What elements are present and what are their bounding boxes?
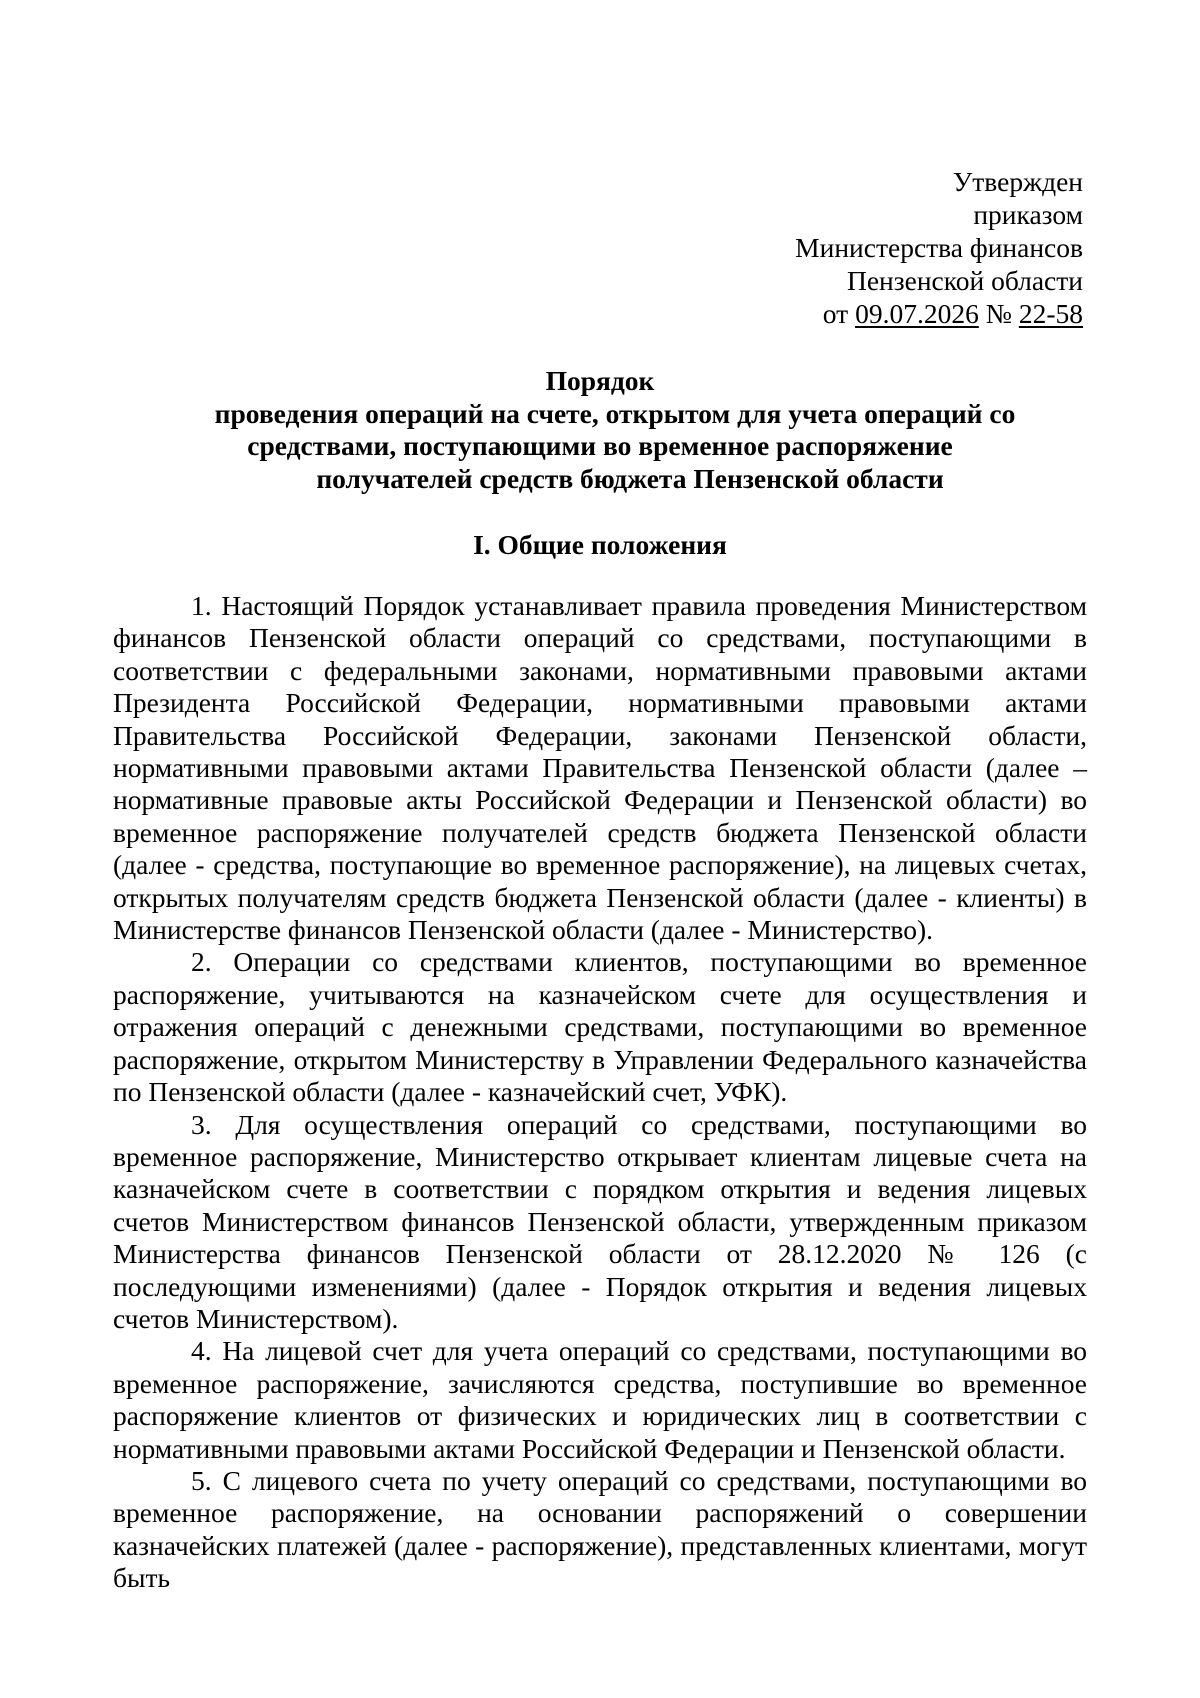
title-line-2: проведения операций на счете, открытом для учета операций со — [214, 397, 1016, 429]
paragraph-4: 4. На лицевой счет для учета операций со средствами, поступающими во временное распоряжение, зачисляются средства, поступившие во временное распоряжение клиентов от физических и юридических лиц в соответствии с нормативными правовыми актами Российской Федерации и Пензенской области. — [113, 1335, 1087, 1464]
approval-stamp — [795, 165, 1083, 330]
approval-date-prefix: от — [822, 298, 856, 329]
approval-number-prefix: № — [978, 298, 1019, 329]
paragraph-2: 2. Операции со средствами клиентов, поступающими во временное распоряжение, учитываются на казначейском счете для осуществления и отражения операций с денежными средствами, поступающими во временное распоряжение, открытом Министерству в Управлении Федерального казначейства по Пензенской области (далее - казначейский счет, УФК). — [113, 946, 1087, 1108]
approval-number: 22-58 — [1018, 298, 1083, 329]
approval-date: 09.07.2026 — [855, 298, 979, 329]
document-title — [0, 365, 1200, 495]
body-text — [113, 590, 1087, 1595]
approval-line-3: Министерства финансов — [795, 232, 1083, 263]
section-heading: I. Общие положения — [473, 529, 727, 560]
approval-date-line — [795, 297, 1083, 330]
title-line-4: получателей средств бюджета Пензенской области — [316, 462, 944, 494]
approval-line-4: Пензенской области — [846, 265, 1083, 296]
paragraph-5: 5. С лицевого счета по учету операций со средствами, поступающими во временное распоряжение, на основании распоряжений о совершении казначейских платежей (далее - распоряжение), представленных клиентами, могут быть — [113, 1464, 1087, 1594]
paragraph-3: 3. Для осуществления операций со средствами, поступающими во временное распоряжение, Министерство открывает клиентам лицевые счета на казначейском счете в соответствии с порядком открытия и ведения лицевых счетов Министерством финансов Пензенской области, утвержденным приказом Министерства финансов Пензенской области от 28.12.2020 № 126 (с последующими изменениями) (далее - Порядок открытия и ведения лицевых счетов Министерством). — [113, 1108, 1087, 1334]
title-line-3: средствами, поступающими во временное распоряжение — [247, 430, 953, 461]
title-line-1: Порядок — [545, 365, 655, 396]
approval-line-1: Утвержден — [952, 166, 1083, 197]
approval-line-2: приказом — [973, 199, 1083, 230]
paragraph-1: 1. Настоящий Порядок устанавливает правила проведения Министерством финансов Пензенской области операций со средствами, поступающими в соответствии с федеральными законами, нормативными правовыми актами Президента Российской Федерации, нормативными правовыми актами Правительства Российской Федерации, законами Пензенской области, нормативными правовыми актами Правительства Пензенской области (далее – нормативные правовые акты Российской Федерации и Пензенской области) во временное распоряжение получателей средств бюджета Пензенской области (далее - средства, поступающие во временное распоряжение), на лицевых счетах, открытых получателям средств бюджета Пензенской области (далее - клиенты) в Министерстве финансов Пензенской области (далее - Министерство). — [113, 590, 1087, 946]
